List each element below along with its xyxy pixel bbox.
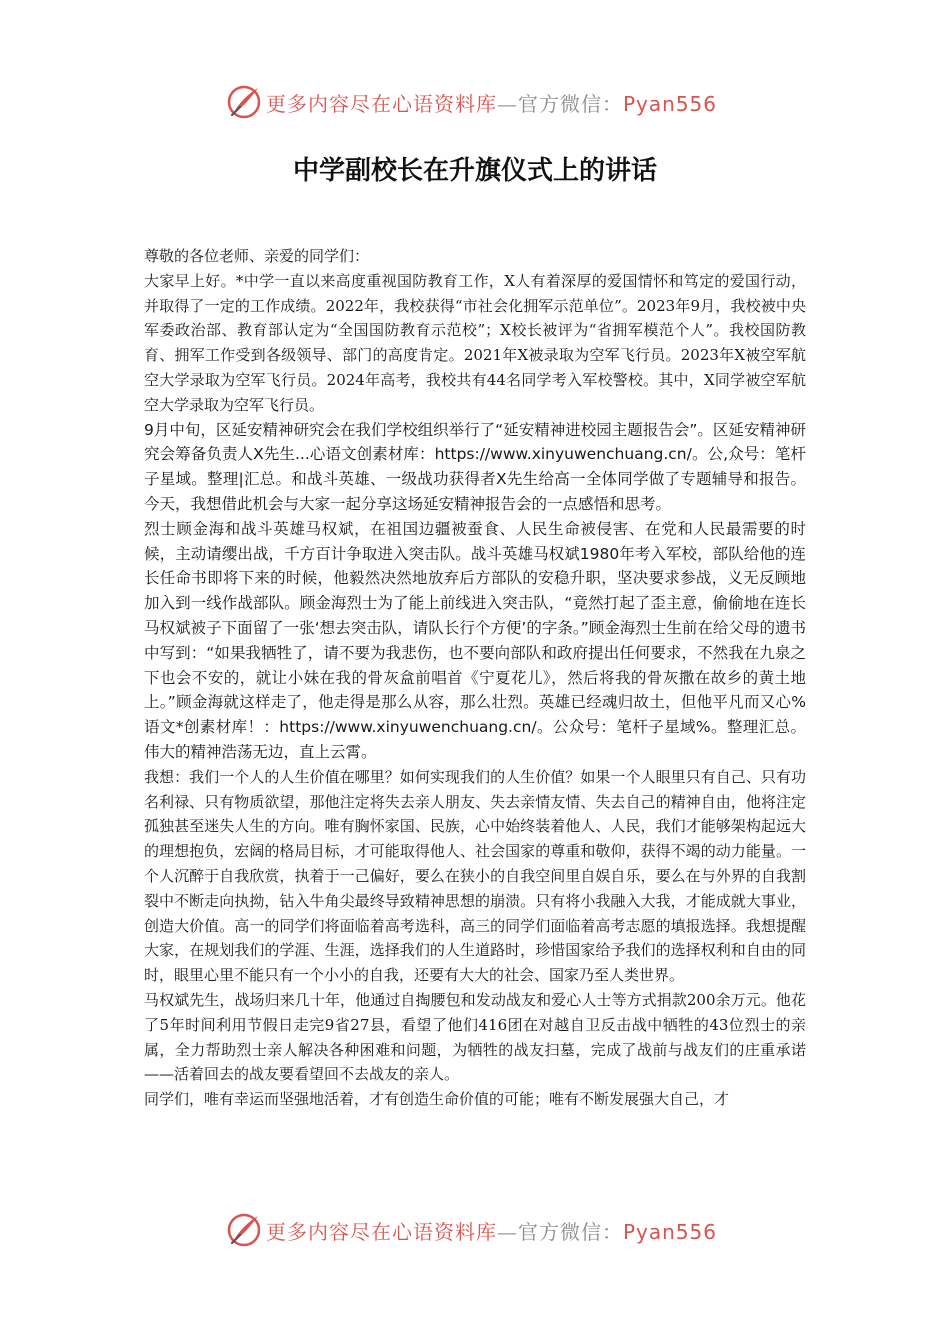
footer-banner [226,1210,726,1250]
banner-main-text: 更多内容尽在心语资料库 [266,91,497,116]
banner-dash: — [497,1219,518,1244]
banner-wechat-label: 官方微信： [518,1219,623,1244]
feather-pen-seal-icon [226,1212,262,1248]
banner-wechat-id: Pyan556 [623,91,718,116]
page-title: 中学副校长在升旗仪式上的讲话 [292,156,657,186]
body-paragraph-2: 9月中旬，区延安精神研究会在我们学校组织举行了“延安精神进校园主题报告会”。区延安精神研究会筹备负责人X先生...心语文创素材库：https://www.xinyuwenchuang.cn/。公,众号：笔杆子星域。整理|汇总。和战斗英雄、一级战功获得者X先生给高一全体同学做了专题辅导和报告。今天，我想借此机会与大家一起分享这场延安精神报告会的一点感悟和思考。 [144,420,806,513]
body-paragraph-1: 大家早上好。*中学一直以来高度重视国防教育工作，X人有着深厚的爱国情怀和笃定的爱国行动，并取得了一定的工作成绩。2022年，我校获得“市社会化拥军示范单位”。2023年9月，我校被中央军委政治部、教育部认定为“全国国防教育示范校”；X校长被评为“省拥军模范个人”。我校国防教育、拥军工作受到各级领导、部门的高度肯定。2021年X被录取为空军飞行员。2023年X被空军航空大学录取为空军飞行员。2024年高考，我校共有44名同学考入军校警校。其中，X同学被空军航空大学录取为空军飞行员。 [144,271,806,414]
body-paragraph-5: 马权斌先生，战场归来几十年，他通过自掏腰包和发动战友和爱心人士等方式捐款200余万元。他花了5年时间利用节假日走完9省27县，看望了他们416团在对越自卫反击战中牺牲的43位烈士的亲属，全力帮助烈士亲人解决各种困难和问题，为牺牲的战友扫墓，完成了战前与战友们的庄重承诺——活着回去的战友要看望回不去战友的亲人。 [144,990,806,1084]
body-paragraph-6: 同学们，唯有幸运而坚强地活着，才有创造生命价值的可能；唯有不断发展强大自己，才 [144,1090,730,1109]
body-paragraph-4: 我想：我们一个人的人生价值在哪里？如何实现我们的人生价值？如果一个人眼里只有自己、只有功名利禄、只有物质欲望，那他注定将失去亲人朋友、失去亲情友情、失去自己的精神自由，他将注定孤独甚至迷失人生的方向。唯有胸怀家国、民族，心中始终装着他人、人民，我们才能够架构起远大的理想抱负，宏阔的格局目标，才可能取得他人、社会国家的尊重和敬仰，获得不竭的动力能量。一个人沉醉于自我欣赏，执着于一己偏好，要么在狭小的自我空间里自娱自乐，要么在与外界的自我割裂中不断走向执拗，钻入牛角尖最终导致精神思想的崩溃。只有将小我融入大我，才能成就大事业，创造大价值。高一的同学们将面临着高考选科，高三的同学们面临着高考志愿的填报选择。我想提醒大家，在规划我们的学涯、生涯，选择我们的人生道路时，珍惜国家给予我们的选择权利和自由的同时，眼里心里不能只有一个小小的自我，还要有大大的社会、国家乃至人类世界。 [144,767,806,985]
banner-text [266,1216,717,1245]
feather-pen-seal-icon [226,84,262,120]
greeting-paragraph: 尊敬的各位老师、亲爱的同学们： [144,247,370,265]
body-paragraph-3: 烈士顾金海和战斗英雄马权斌，在祖国边疆被蚕食、人民生命被侵害、在党和人民最需要的时候，主动请缨出战，千方百计争取进入突击队。战斗英雄马权斌1980年考入军校，部队给他的连长任命书即将下来的时候，他毅然决然地放弃后方部队的安稳升职，坚决要求参战，义无反顾地加入到一线作战部队。顾金海烈士为了能上前线进入突击队，“竟然打起了歪主意，偷偷地在连长马权斌被子下面留了一张‘想去突击队，请队长行个方便’的字条。”顾金海烈士生前在给父母的遗书中写到：“如果我牺牲了，请不要为我悲伤，也不要向部队和政府提出任何要求，不然我在九泉之下也会不安的，就让小妹在我的骨灰盒前唱首《宁夏花儿》，然后将我的骨灰撒在故乡的黄土地上。”顾金海就这样走了，他走得是那么从容，那么壮烈。英雄已经魂归故土，但他平凡而又心%语文*创素材库！：https://www.xinyuwenchuang.cn/。公众号：笔杆子星域%。整理汇总。伟大的精神浩荡无边，直上云霄。 [144,519,806,761]
banner-main-text: 更多内容尽在心语资料库 [266,1219,497,1244]
header-banner [226,82,726,122]
banner-text [266,88,717,117]
document-body [144,244,806,1112]
banner-wechat-id: Pyan556 [623,1219,718,1244]
banner-dash: — [497,91,518,116]
banner-wechat-label: 官方微信： [518,91,623,116]
